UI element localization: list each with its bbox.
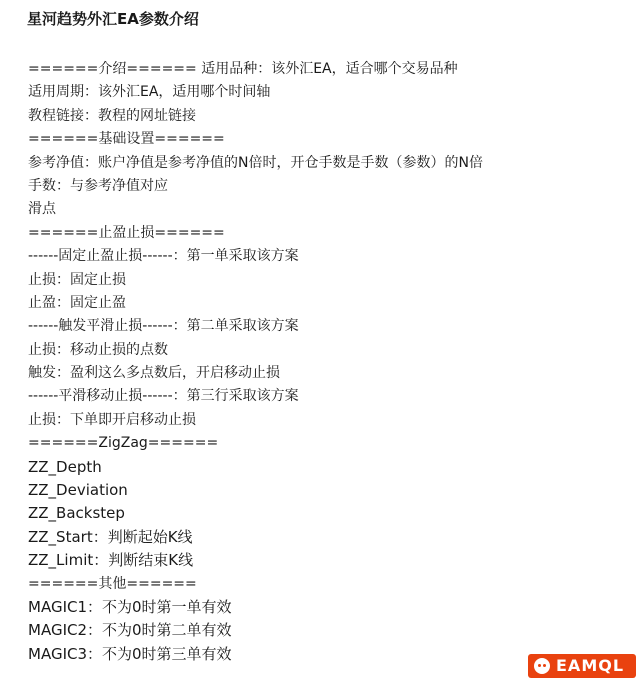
text-line: 触发：盈利这么多点数后，开启移动止损 bbox=[28, 365, 280, 382]
eamql-watermark-logo bbox=[528, 654, 636, 678]
text-line: ZZ_Limit：判断结束K线 bbox=[28, 551, 194, 570]
parameter-list bbox=[28, 58, 628, 666]
text-line: 止盈：固定止盈 bbox=[28, 294, 126, 311]
text-line: ======基础设置====== bbox=[28, 131, 225, 148]
text-line: ZZ_Deviation bbox=[28, 481, 128, 500]
robot-face-icon bbox=[534, 658, 550, 674]
text-line: ------平滑移动止损------：第三行采取该方案 bbox=[28, 388, 299, 405]
text-line: ======介绍====== 适用品种：该外汇EA，适合哪个交易品种 bbox=[28, 61, 458, 77]
text-line: MAGIC2：不为0时第二单有效 bbox=[28, 621, 232, 640]
text-line: 参考净值：账户净值是参考净值的N倍时，开仓手数是手数（参数）的N倍 bbox=[28, 154, 483, 171]
text-line: ======其他====== bbox=[28, 575, 197, 592]
text-line: 适用周期：该外汇EA，适用哪个时间轴 bbox=[28, 84, 271, 101]
text-line: ======ZigZag====== bbox=[28, 435, 219, 452]
text-line: 止损：固定止损 bbox=[28, 271, 126, 288]
text-line: 手数：与参考净值对应 bbox=[28, 177, 168, 194]
text-line: ZZ_Start：判断起始K线 bbox=[28, 527, 193, 546]
text-line: MAGIC3：不为0时第三单有效 bbox=[28, 644, 232, 663]
watermark-text: EAMQL bbox=[556, 656, 625, 675]
text-line: ZZ_Backstep bbox=[28, 504, 125, 523]
text-line: ======止盈止损====== bbox=[28, 224, 225, 241]
text-line: 止损：移动止损的点数 bbox=[28, 341, 168, 358]
text-line: 止损：下单即开启移动止损 bbox=[28, 411, 196, 428]
document-title: 星河趋势外汇EA参数介绍 bbox=[27, 10, 199, 28]
text-line: MAGIC1：不为0时第一单有效 bbox=[28, 597, 232, 616]
text-line: ZZ_Depth bbox=[28, 457, 102, 476]
text-line: 滑点 bbox=[28, 201, 56, 218]
text-line: ------固定止盈止损------：第一单采取该方案 bbox=[28, 248, 299, 265]
text-line: ------触发平滑止损------：第二单采取该方案 bbox=[28, 318, 299, 335]
text-line: 教程链接：教程的网址链接 bbox=[28, 107, 196, 124]
